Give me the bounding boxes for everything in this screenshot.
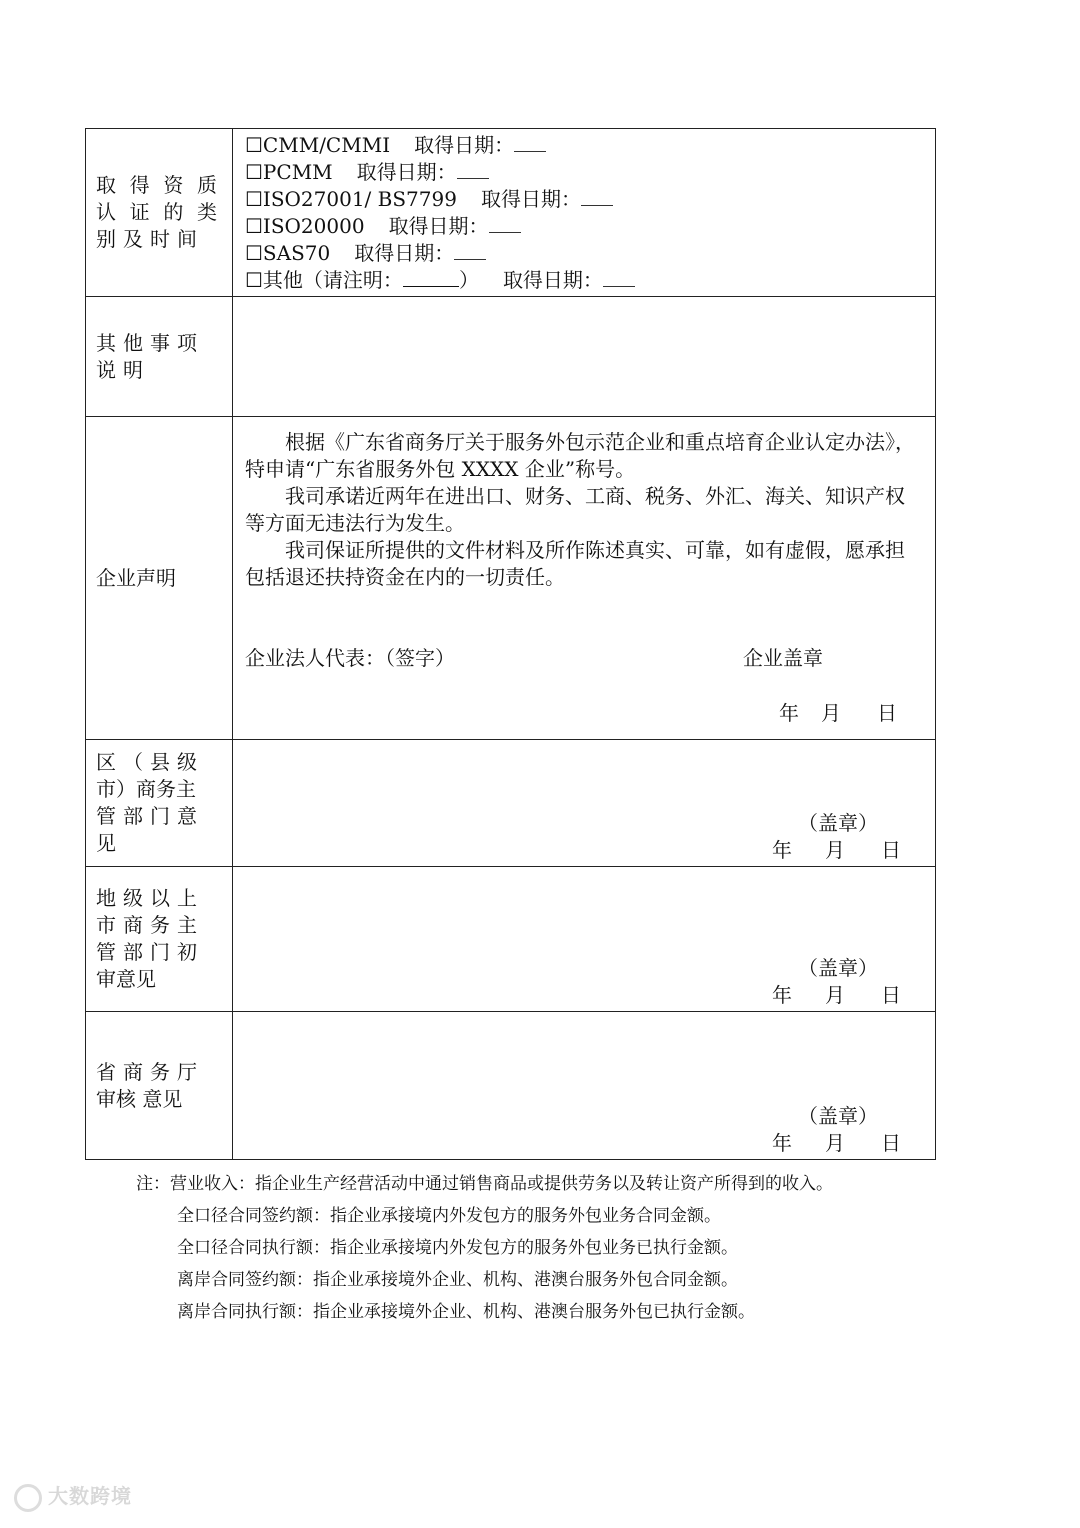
other-matters-label: 其他事项: [96, 330, 204, 355]
city-opinion-label-cell: 地级以上 市商务主 管部门初 审意见: [86, 867, 233, 1012]
other-matters-input[interactable]: [233, 297, 936, 417]
declaration-paragraph: 我司承诺近两年在进出口、财务、工商、税务、外汇、海关、知识产权等方面无违法行为发生。: [245, 484, 905, 535]
certification-row: [86, 129, 936, 297]
declaration-label-cell: [86, 417, 233, 740]
province-opinion-label-cell: 省商务厅 审核 意见: [86, 1012, 233, 1160]
note-line: 离岸合同执行额：指企业承接境外企业、机构、港澳台服务外包已执行金额。: [177, 1302, 755, 1322]
date-blank[interactable]: [489, 214, 521, 233]
date-blank[interactable]: [454, 241, 486, 260]
signature-row: [245, 645, 923, 672]
legal-rep-signature[interactable]: 企业法人代表：（签字）: [245, 646, 455, 670]
declaration-row: [86, 417, 936, 740]
date-blank[interactable]: [603, 268, 635, 287]
cert-item-iso27001[interactable]: ☐ISO27001/ BS7799 取得日期：: [245, 186, 923, 213]
date-blank[interactable]: [514, 133, 546, 152]
other-matters-label-cell: [86, 297, 233, 417]
other-matters-label-2: 说明: [96, 357, 150, 382]
district-opinion-input[interactable]: [233, 740, 936, 867]
company-seal: 企业盖章: [743, 646, 823, 670]
note-line: 全口径合同签约额：指企业承接境内外发包方的服务外包业务合同金额。: [177, 1206, 721, 1226]
note-line: 离岸合同签约额：指企业承接境外企业、机构、港澳台服务外包合同金额。: [177, 1270, 738, 1290]
application-form-table: [85, 128, 936, 1160]
declaration-label: 企业声明: [96, 565, 176, 590]
cert-item-iso20000[interactable]: ☐ISO20000 取得日期：: [245, 213, 923, 240]
watermark: 大数跨境: [14, 1480, 132, 1512]
declaration-content: [233, 417, 936, 740]
cert-item-other[interactable]: ☐其他（请注明： ） 取得日期：: [245, 267, 923, 294]
cert-item-cmm[interactable]: ☐CMM/CMMI 取得日期：: [245, 132, 923, 159]
cert-item-pcmm[interactable]: ☐PCMM 取得日期：: [245, 159, 923, 186]
declaration-date: 年 月 日: [779, 701, 897, 725]
province-seal-block: （盖章） 年 月 日: [772, 1104, 901, 1155]
district-opinion-row: [86, 740, 936, 867]
note-line: 全口径合同执行额：指企业承接境内外发包方的服务外包业务已执行金额。: [177, 1238, 738, 1258]
other-matters-row: [86, 297, 936, 417]
other-spec-blank[interactable]: [403, 268, 459, 287]
certification-content-cell: [233, 129, 936, 297]
date-blank[interactable]: [457, 160, 489, 179]
city-opinion-row: [86, 867, 936, 1012]
province-opinion-row: [86, 1012, 936, 1160]
note-line: 注：营业收入：指企业生产经营活动中通过销售商品或提供劳务以及转让资产所得到的收入。: [136, 1174, 833, 1194]
cert-item-sas70[interactable]: ☐SAS70 取得日期：: [245, 240, 923, 267]
certification-label: 取得资质认证的类别及时间: [96, 173, 224, 251]
province-opinion-input[interactable]: [233, 1012, 936, 1160]
district-seal-block: （盖章） 年 月 日: [772, 811, 901, 862]
declaration-paragraph: 根据《广东省商务厅关于服务外包示范企业和重点培育企业认定办法》，特申请“广东省服务外包 XXXX 企业”称号。: [245, 430, 915, 481]
date-blank[interactable]: [581, 187, 613, 206]
declaration-paragraph: 我司保证所提供的文件材料及所作陈述真实、可靠，如有虚假，愿承担包括退还扶持资金在内的一切责任。: [245, 538, 905, 589]
notes-block: [136, 1168, 833, 1328]
certification-label-cell: [86, 129, 233, 297]
watermark-logo-icon: [14, 1484, 42, 1512]
city-opinion-input[interactable]: [233, 867, 936, 1012]
district-opinion-label-cell: 区（县级 市）商务主 管部门意 见: [86, 740, 233, 867]
city-seal-block: （盖章） 年 月 日: [772, 956, 901, 1007]
